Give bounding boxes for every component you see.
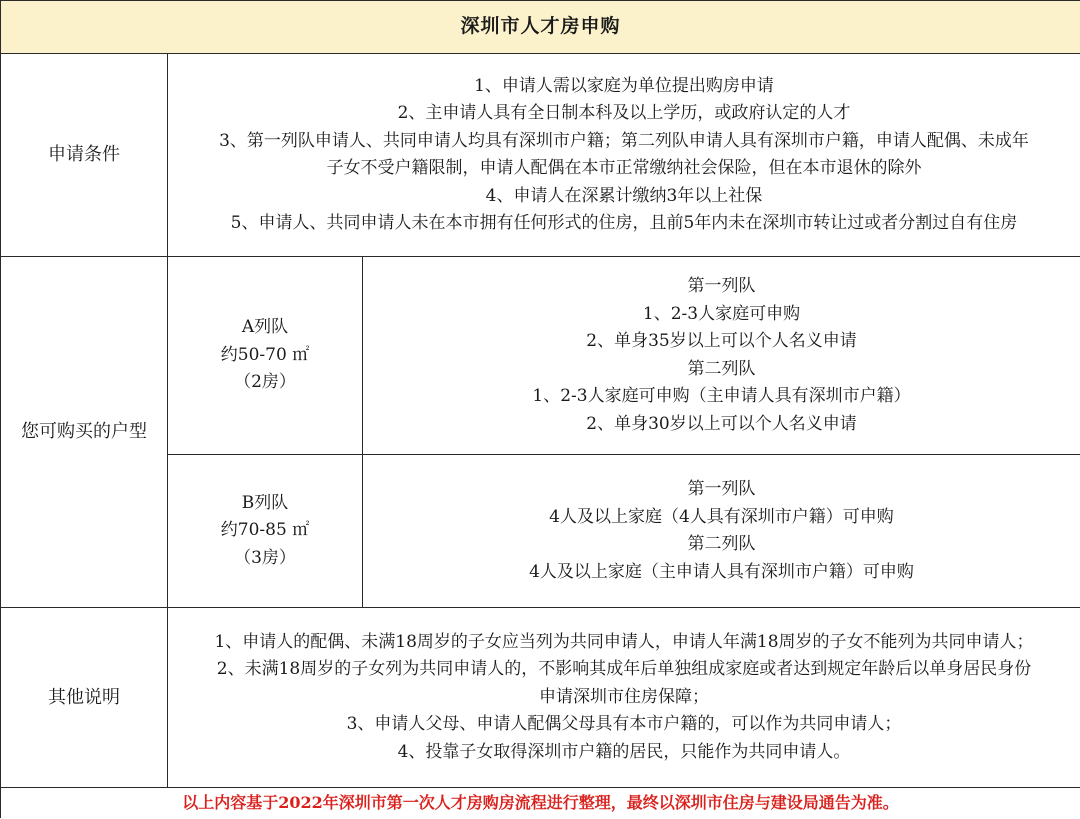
- unit-a-rule-line: 第一列队: [687, 276, 756, 296]
- unit-a-rooms: （2房）: [234, 372, 296, 393]
- unit-a-rules: [363, 257, 1080, 455]
- unit-a-rule-line: 第二列队: [687, 358, 756, 379]
- unit-b-rule-line: 第二列队: [687, 534, 756, 554]
- other-line: 申请深圳市住房保障；: [539, 686, 709, 707]
- conditions-label: 申请条件: [1, 54, 168, 257]
- condition-line: 1、申请人需以家庭为单位提出购房申请: [474, 75, 774, 96]
- unit-b-name: B列队: [241, 492, 289, 513]
- other-content: [168, 608, 1080, 788]
- unit-b-rule-line: 4人及以上家庭（4人具有深圳市户籍）可申购: [549, 506, 894, 527]
- unit-b-rule-line: 4人及以上家庭（主申请人具有深圳市户籍）可申购: [529, 561, 914, 582]
- unit-b-area: 约70-85 ㎡: [220, 520, 310, 541]
- other-label: 其他说明: [1, 608, 168, 788]
- other-line: 2、未满18周岁的子女列为共同申请人的，不影响其成年后单独组成家庭或者达到规定年龄后以单身居民身份: [216, 659, 1032, 680]
- unit-a-rule-line: 2、单身30岁以上可以个人名义申请: [586, 413, 857, 434]
- unit-a-rule-line: 2、单身35岁以上可以个人名义申请: [586, 331, 857, 351]
- units-label: 您可购买的户型: [1, 257, 168, 608]
- other-line: 4、投靠子女取得深圳市户籍的居民，只能作为共同申请人。: [397, 741, 851, 762]
- condition-line: 3、第一列队申请人、共同申请人均具有深圳市户籍；第二列队申请人具有深圳市户籍，申请人配偶、未成年: [219, 130, 1029, 151]
- unit-b-rule-line: 第一列队: [687, 479, 756, 499]
- table-title: 深圳市人才房申购: [1, 1, 1080, 54]
- condition-line: 4、申请人在深累计缴纳3年以上社保: [485, 185, 763, 206]
- conditions-content: [168, 54, 1080, 257]
- condition-line: 子女不受户籍限制，申请人配偶在本市正常缴纳社会保险，但在本市退休的除外: [326, 158, 922, 178]
- footer-note: 以上内容基于2022年深圳市第一次人才房购房流程进行整理，最终以深圳市住房与建设局通告为准。: [1, 788, 1080, 819]
- unit-b-info: [168, 455, 363, 608]
- condition-line: 2、主申请人具有全日制本科及以上学历，或政府认定的人才: [397, 103, 851, 123]
- unit-a-area: 约50-70 ㎡: [220, 344, 310, 365]
- condition-line: 5、申请人、共同申请人未在本市拥有任何形式的住房，且前5年内未在深圳市转让过或者分割过自有住房: [230, 213, 1018, 233]
- other-line: 1、申请人的配偶、未满18周岁的子女应当列为共同申请人，申请人年满18周岁的子女不能列为共同申请人；: [214, 631, 1034, 652]
- unit-a-info: [168, 257, 363, 455]
- other-line: 3、申请人父母、申请人配偶父母具有本市户籍的，可以作为共同申请人；: [346, 714, 902, 735]
- unit-a-rule-line: 1、2-3人家庭可申购: [642, 303, 801, 324]
- unit-a-name: A列队: [241, 317, 289, 338]
- unit-b-rules: [363, 455, 1080, 608]
- unit-a-rule-line: 1、2-3人家庭可申购（主申请人具有深圳市户籍）: [532, 386, 911, 406]
- unit-b-rooms: （3房）: [234, 547, 296, 568]
